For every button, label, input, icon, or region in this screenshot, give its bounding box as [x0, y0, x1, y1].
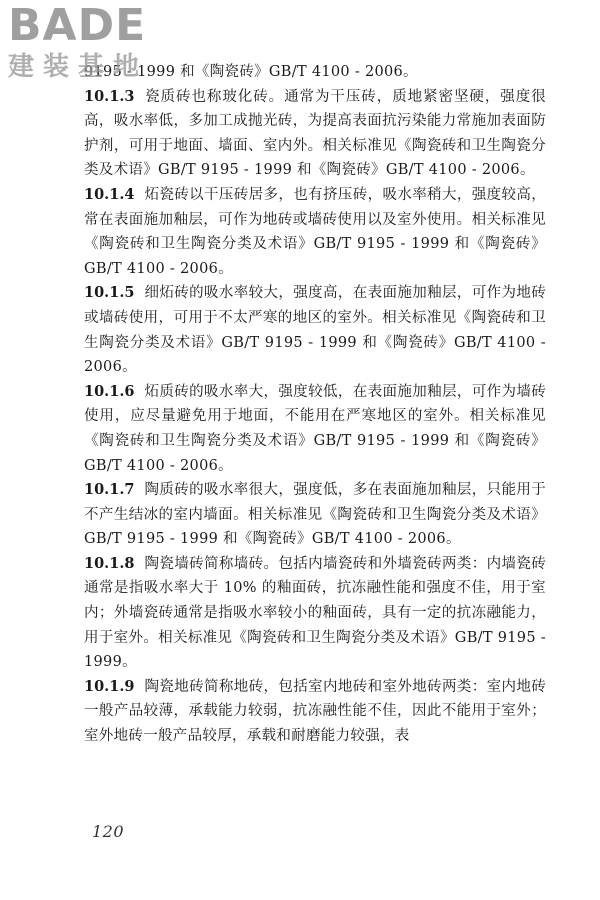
paragraph-continuation	[84, 60, 546, 85]
watermark-subtitle: 建装基地	[8, 52, 149, 82]
paragraph-text: 陶瓷墙砖简称墙砖。包括内墙瓷砖和外墙瓷砖两类：内墙瓷砖通常是指吸水率大于 10% 的釉面砖，抗冻融性能和强度不佳，用于室内；外墙瓷砖通常是指吸水率较小的釉面砖，具有一定的抗冻融能力，用于室外。相关标准见《陶瓷砖和卫生陶瓷分类及术语》GB/T 9195 - 1999。	[84, 555, 546, 671]
paragraph-text: 炻质砖的吸水率大，强度较低，在表面施加釉层，可作为墙砖使用，应尽量避免用于地面，不能用在严寒地区的室外。相关标准见《陶瓷砖和卫生陶瓷分类及术语》GB/T 9195 - 1999 和《陶瓷砖》GB/T 4100 - 2006。	[84, 383, 546, 474]
paragraph-text: 炻瓷砖以干压砖居多，也有挤压砖，吸水率稍大，强度较高，常在表面施加釉层，可作为地砖或墙砖使用以及室外使用。相关标准见《陶瓷砖和卫生陶瓷分类及术语》GB/T 9195 - 1999 和《陶瓷砖》GB/T 4100 - 2006。	[84, 186, 546, 277]
clause-number: 10.1.4	[84, 185, 135, 203]
clause-number: 10.1.8	[84, 554, 135, 572]
paragraph-10-1-8	[84, 552, 546, 675]
clause-number: 10.1.7	[84, 481, 135, 499]
paragraph-10-1-4	[84, 183, 546, 281]
paragraph-text: 陶质砖的吸水率很大，强度低，多在表面施加釉层，只能用于不产生结冰的室内墙面。相关标准见《陶瓷砖和卫生陶瓷分类及术语》GB/T 9195 - 1999 和《陶瓷砖》GB/T 4100 - 2006。	[84, 482, 546, 548]
paragraph-text: 9195 - 1999 和《陶瓷砖》GB/T 4100 - 2006。	[84, 64, 418, 80]
paragraph-10-1-5	[84, 281, 546, 379]
paragraph-text: 瓷质砖也称玻化砖。通常为干压砖，质地紧密坚硬，强度很高，吸水率低，多加工成抛光砖，为提高表面抗污染能力常施加表面防护剂，可用于地面、墙面、室内外。相关标准见《陶瓷砖和卫生陶瓷分类及术语》GB/T 9195 - 1999 和《陶瓷砖》GB/T 4100 - 2006。	[84, 88, 546, 179]
clause-number: 10.1.5	[84, 284, 135, 302]
paragraph-text: 陶瓷地砖简称地砖，包括室内地砖和室外地砖两类：室内地砖一般产品较薄，承载能力较弱，抗冻融性能不佳，因此不能用于室外；室外地砖一般产品较厚，承载和耐磨能力较强，表	[84, 678, 546, 745]
page-number: 120	[92, 822, 125, 841]
page-body	[84, 60, 546, 749]
paragraph-text: 细炻砖的吸水率较大，强度高，在表面施加釉层，可作为地砖或墙砖使用，可用于不太严寒的地区的室外。相关标准见《陶瓷砖和卫生陶瓷分类及术语》GB/T 9195 - 1999 和《陶瓷砖》GB/T 4100 - 2006。	[84, 285, 546, 376]
clause-number: 10.1.9	[84, 677, 135, 695]
paragraph-10-1-6	[84, 380, 546, 478]
paragraph-10-1-3	[84, 85, 546, 183]
paragraph-10-1-7	[84, 478, 546, 552]
clause-number: 10.1.3	[84, 87, 135, 105]
watermark-logo-text: BADE	[8, 0, 147, 51]
clause-number: 10.1.6	[84, 382, 135, 400]
paragraph-10-1-9	[84, 675, 546, 749]
